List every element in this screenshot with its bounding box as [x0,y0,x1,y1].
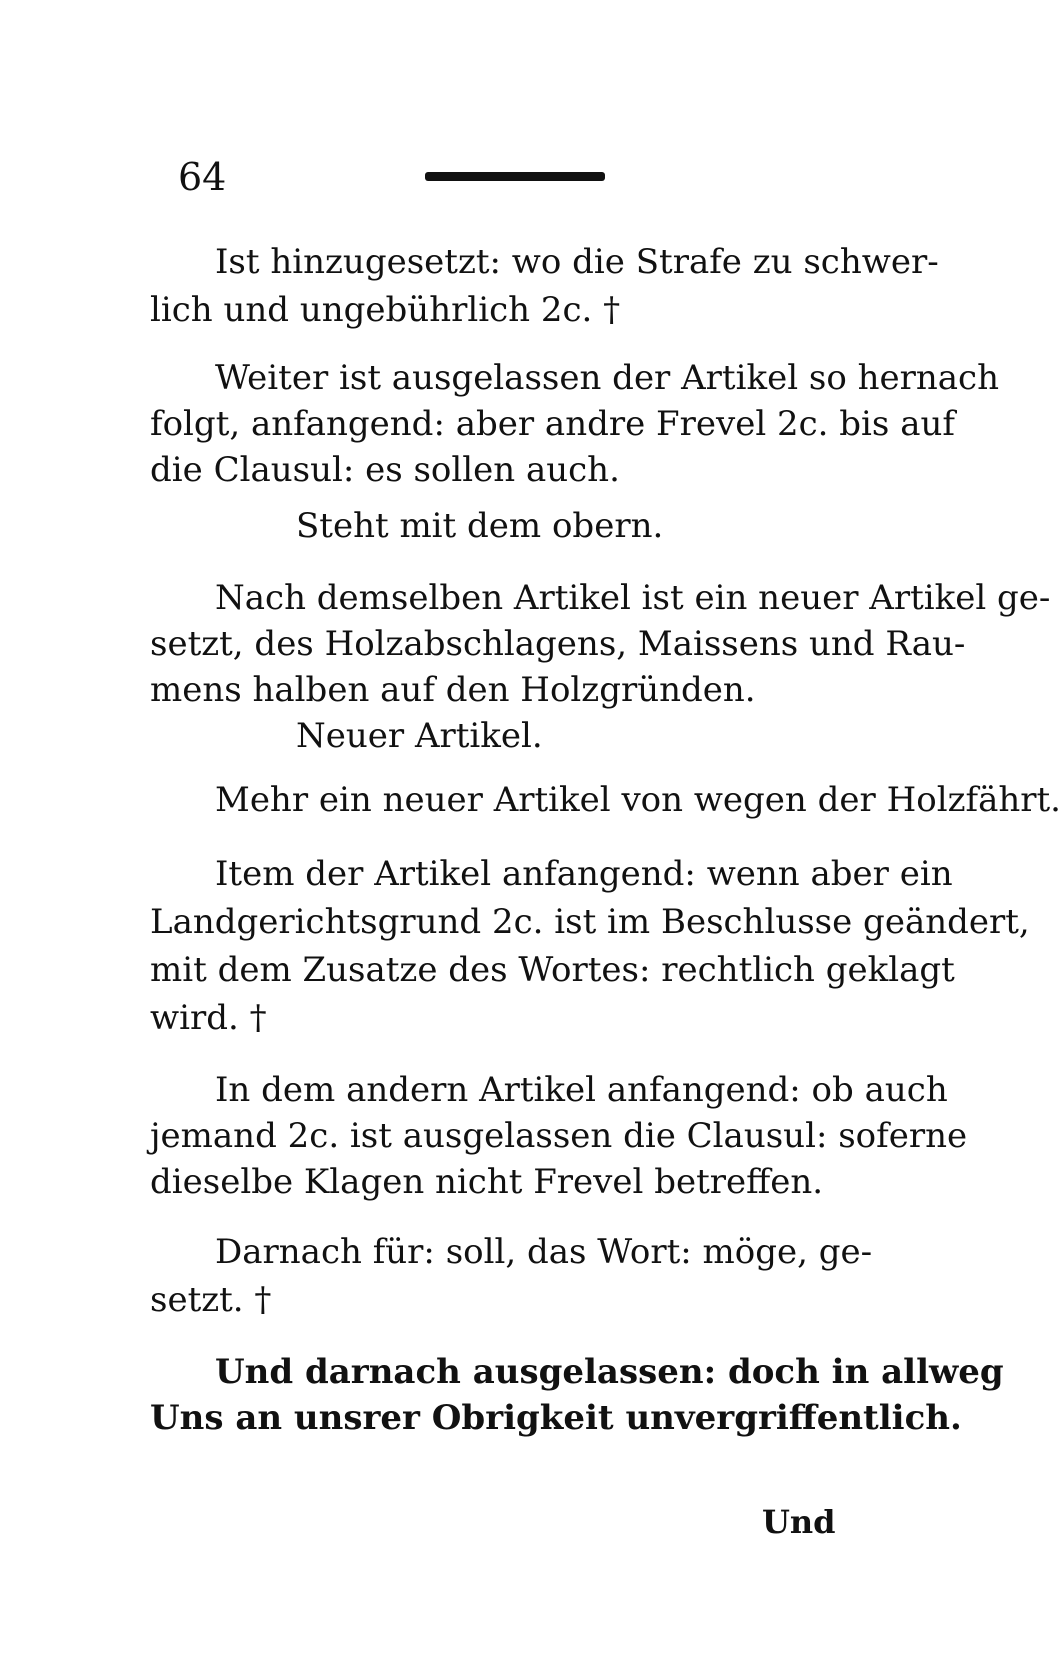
text-line: die Clausul: es sollen auch. [150,450,620,490]
catchword: Und [762,1503,836,1541]
text-line: Uns an unsrer Obrigkeit unvergriffentlich. [150,1398,962,1438]
text-line: wird. † [150,998,267,1038]
text-line: In dem andern Artikel anfangend: ob auch [215,1070,948,1110]
text-line: Mehr ein neuer Artikel von wegen der Holzfährt. [215,780,1061,820]
header-rule [425,172,605,181]
text-line: Weiter ist ausgelassen der Artikel so hernach [215,358,999,398]
text-line: setzt. † [150,1280,272,1320]
page-number: 64 [178,155,227,199]
text-line: jemand 2c. ist ausgelassen die Clausul: soferne [150,1116,968,1156]
text-line: Und darnach ausgelassen: doch in allweg [215,1352,1004,1392]
text-line: Landgerichtsgrund 2c. ist im Beschlusse geändert, [150,902,1030,942]
text-line: lich und ungebührlich 2c. † [150,290,621,330]
text-line: dieselbe Klagen nicht Frevel betreffen. [150,1162,824,1202]
text-line: setzt, des Holzabschlagens, Maissens und Rau- [150,624,966,664]
text-line: Nach demselben Artikel ist ein neuer Artikel ge- [215,578,1051,618]
text-line: Neuer Artikel. [296,716,543,756]
text-line: mens halben auf den Holzgründen. [150,670,756,710]
text-line: Ist hinzugesetzt: wo die Strafe zu schwer- [215,242,939,282]
text-line: Item der Artikel anfangend: wenn aber ein [215,854,953,894]
text-line: Darnach für: soll, das Wort: möge, ge- [215,1232,873,1272]
text-line: mit dem Zusatze des Wortes: rechtlich geklagt [150,950,955,990]
text-line: Steht mit dem obern. [296,506,664,546]
text-line: folgt, anfangend: aber andre Frevel 2c. bis auf [150,404,955,444]
